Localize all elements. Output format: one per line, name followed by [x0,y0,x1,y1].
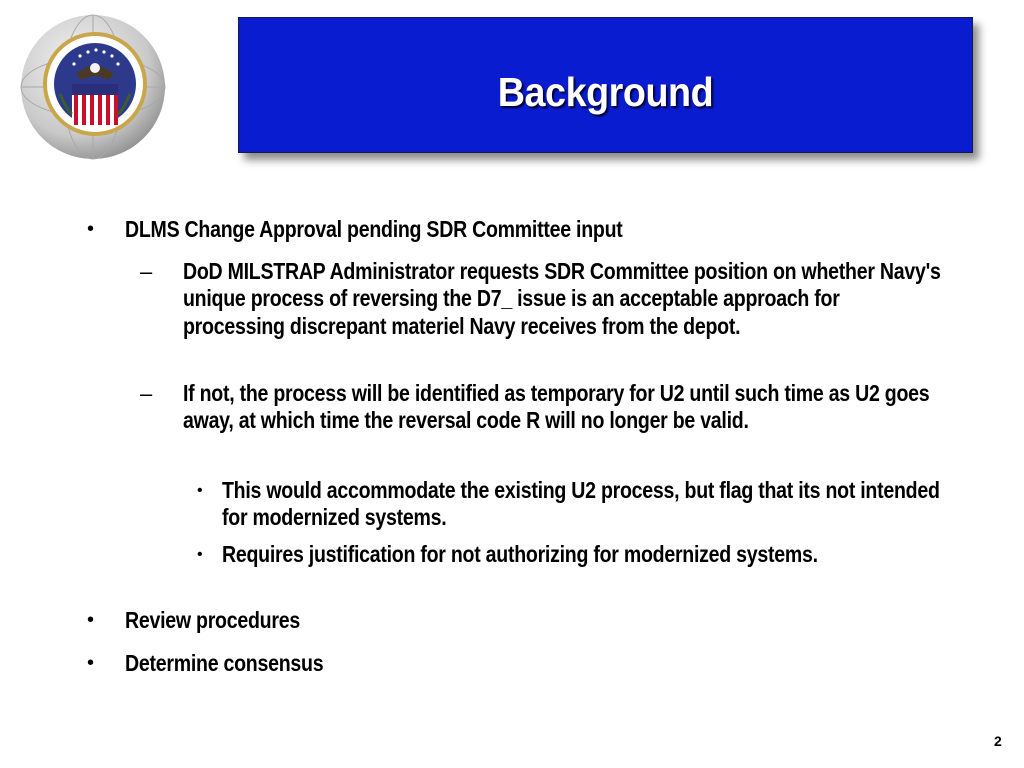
bullet-text: If not, the process will be identified as temporary for U2 until such time as U2 goes away, at which time the reversal code R will no longer be valid. [183,380,930,434]
bullet-text: Determine consensus [125,650,324,676]
bullet-text: This would accommodate the existing U2 process, but flag that its not intended for modernized systems. [222,477,940,531]
bullet-review-procedures [125,607,1024,634]
slide-title: Background [497,69,714,115]
bullet-text: DoD MILSTRAP Administrator requests SDR Committee position on whether Navy's unique process of reversing the D7_ issue is an acceptable approach for processing discrepant materiel Navy receives from the depot. [183,258,941,339]
bullet-dlms-change-approval [125,216,1024,243]
bullet-marker: • [87,218,95,240]
sub-bullet-milstrap-request [183,258,1024,340]
bullet-determine-consensus [125,650,1024,677]
bullet-marker: • [197,546,203,563]
bullet-marker: • [197,482,203,499]
bullet-text: DLMS Change Approval pending SDR Committee input [125,216,623,242]
dash-marker: – [140,259,153,284]
sub-sub-bullet-accommodate [222,477,1024,532]
bullet-text: Review procedures [125,607,300,633]
dash-marker: – [140,381,153,406]
sub-sub-bullet-justification [222,541,982,568]
page-number: 2 [994,733,1002,749]
bullet-marker: • [87,609,95,631]
bullet-marker: • [87,652,95,674]
sub-bullet-temporary-process [183,380,1024,435]
bullet-text: Requires justification for not authorizing for modernized systems. [222,541,818,567]
